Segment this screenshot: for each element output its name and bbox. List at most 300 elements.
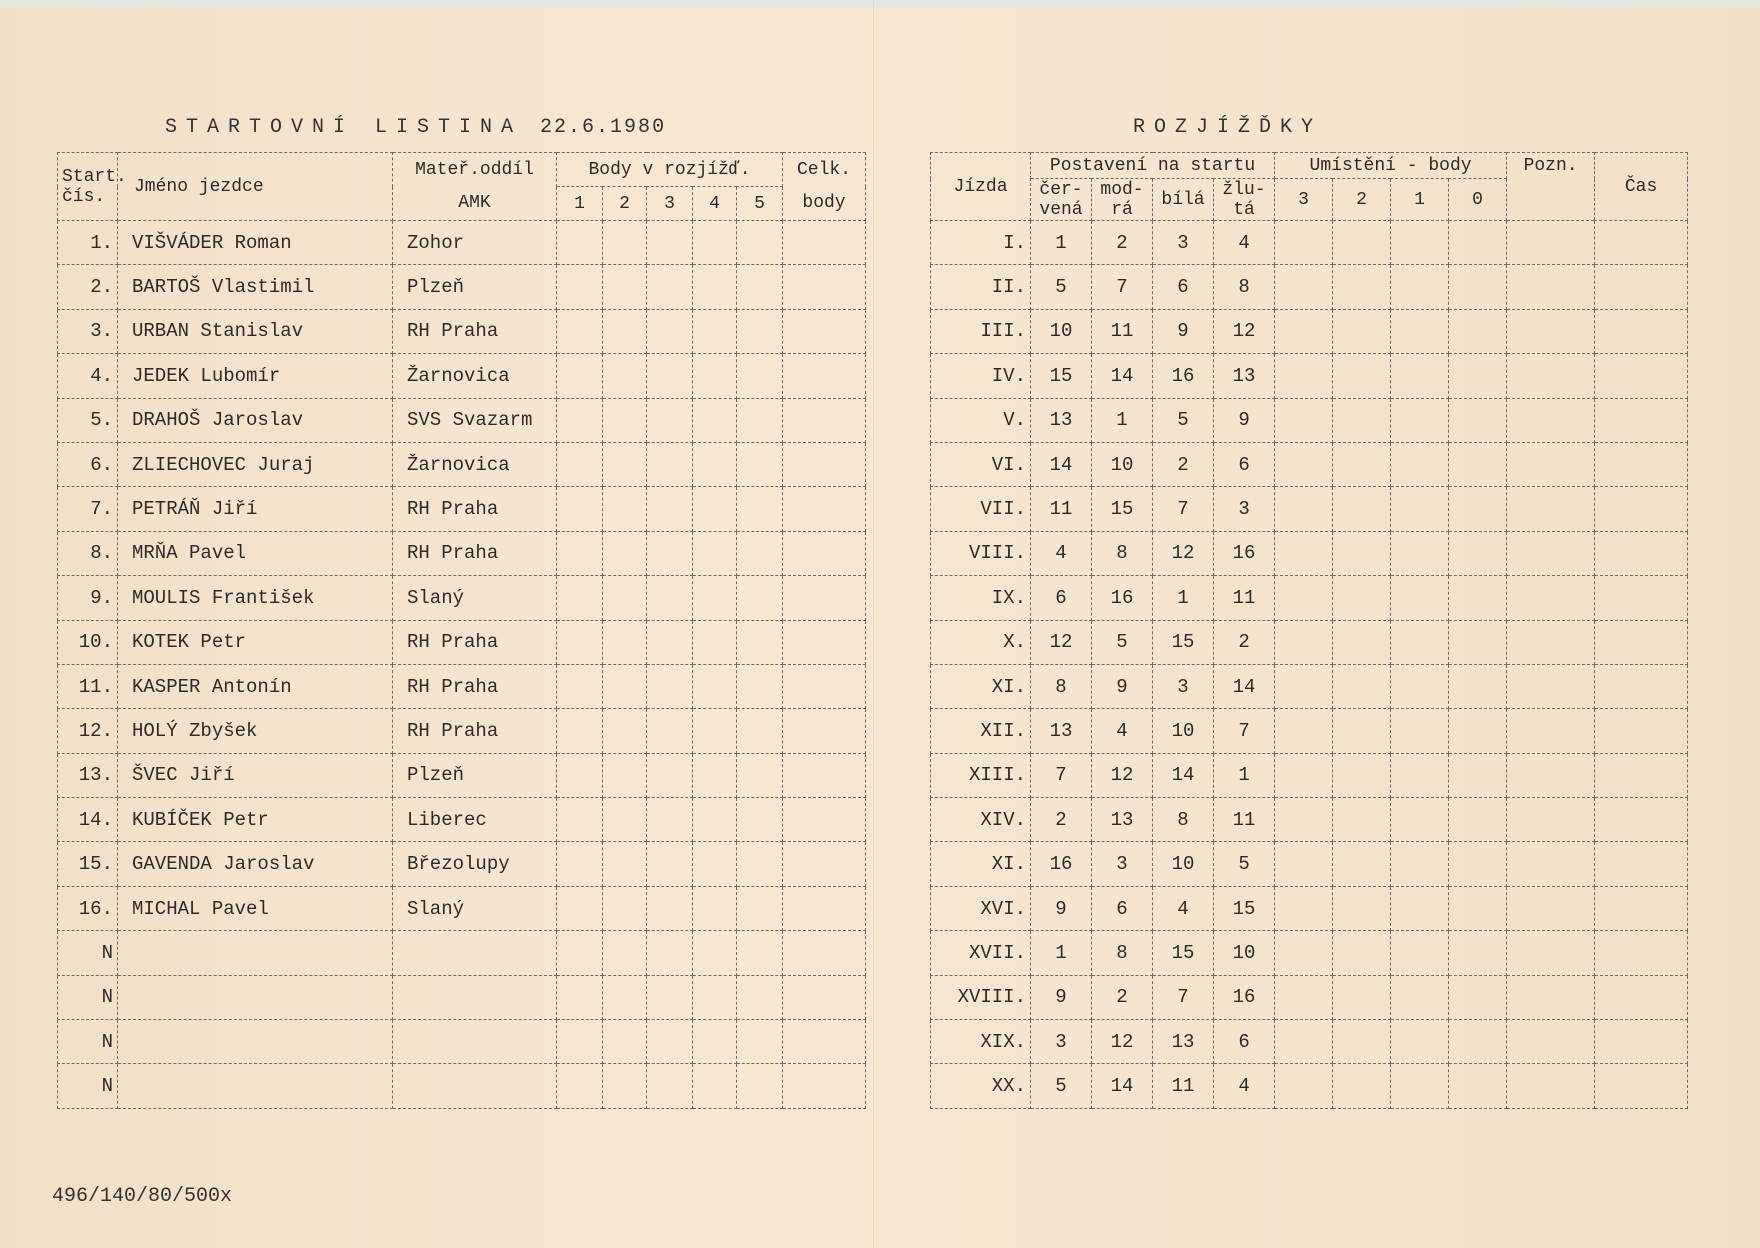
total-points-cell: [783, 842, 866, 886]
header-heat-4: 4: [693, 187, 737, 221]
total-points-cell: [783, 265, 866, 309]
start-white: 4: [1153, 886, 1214, 930]
place-2-cell: [1333, 886, 1391, 930]
heat-points-cell-1: [557, 354, 603, 398]
start-blue: 11: [1092, 309, 1153, 353]
place-1-cell: [1391, 931, 1449, 975]
heat-points-cell-5: [737, 1064, 783, 1108]
place-1-cell: [1391, 309, 1449, 353]
start-yellow: 13: [1214, 354, 1275, 398]
rider-club: RH Praha: [393, 664, 557, 708]
heat-points-cell-4: [693, 709, 737, 753]
heat-row: [931, 620, 1688, 664]
time-cell: [1595, 1020, 1688, 1064]
place-3-cell: [1275, 709, 1333, 753]
start-blue: 2: [1092, 221, 1153, 265]
place-1-cell: [1391, 664, 1449, 708]
rider-name: GAVENDA Jaroslav: [118, 842, 393, 886]
place-0-cell: [1449, 931, 1507, 975]
start-yellow: 11: [1214, 798, 1275, 842]
heat-points-cell-5: [737, 398, 783, 442]
heat-points-cell-1: [557, 975, 603, 1019]
heat-points-cell-5: [737, 975, 783, 1019]
place-3-cell: [1275, 886, 1333, 930]
time-cell: [1595, 265, 1688, 309]
place-3-cell: [1275, 798, 1333, 842]
print-code: 496/140/80/500x: [52, 1185, 233, 1208]
place-2-cell: [1333, 265, 1391, 309]
rider-name: VIŠVÁDER Roman: [118, 221, 393, 265]
rider-row: [58, 1064, 866, 1108]
rider-club: RH Praha: [393, 309, 557, 353]
place-0-cell: [1449, 354, 1507, 398]
heat-points-cell-3: [647, 620, 693, 664]
place-3-cell: [1275, 442, 1333, 486]
place-2-cell: [1333, 1064, 1391, 1108]
heat-number: XVIII.: [931, 975, 1031, 1019]
place-0-cell: [1449, 265, 1507, 309]
header-place-1: 1: [1391, 179, 1449, 221]
heat-points-cell-1: [557, 798, 603, 842]
place-2-cell: [1333, 398, 1391, 442]
heat-points-cell-2: [603, 576, 647, 620]
header-total-line1: Celk.: [783, 153, 866, 187]
start-yellow: 6: [1214, 442, 1275, 486]
heat-points-cell-2: [603, 354, 647, 398]
rider-start-number: 9.: [58, 576, 118, 620]
rider-start-number: 7.: [58, 487, 118, 531]
start-yellow: 10: [1214, 931, 1275, 975]
place-0-cell: [1449, 798, 1507, 842]
rider-row: [58, 354, 866, 398]
header-blue-line2: rá: [1111, 199, 1133, 220]
heat-points-cell-2: [603, 265, 647, 309]
heat-points-cell-4: [693, 975, 737, 1019]
start-red: 15: [1031, 354, 1092, 398]
place-2-cell: [1333, 931, 1391, 975]
place-0-cell: [1449, 576, 1507, 620]
place-2-cell: [1333, 664, 1391, 708]
note-cell: [1507, 576, 1595, 620]
note-cell: [1507, 842, 1595, 886]
start-white: 3: [1153, 664, 1214, 708]
rider-row: [58, 798, 866, 842]
heat-row: [931, 931, 1688, 975]
heat-points-cell-1: [557, 221, 603, 265]
heat-number: II.: [931, 265, 1031, 309]
start-red: 5: [1031, 1064, 1092, 1108]
place-3-cell: [1275, 931, 1333, 975]
start-red: 9: [1031, 886, 1092, 930]
total-points-cell: [783, 576, 866, 620]
heat-points-cell-2: [603, 442, 647, 486]
heat-points-cell-3: [647, 354, 693, 398]
heat-row: [931, 442, 1688, 486]
rider-name: KASPER Antonín: [118, 664, 393, 708]
heat-points-cell-2: [603, 664, 647, 708]
heat-points-cell-4: [693, 309, 737, 353]
header-points: Body v rozjížď.: [557, 153, 783, 187]
start-yellow: 14: [1214, 664, 1275, 708]
place-2-cell: [1333, 309, 1391, 353]
heat-points-cell-1: [557, 1064, 603, 1108]
rider-row: [58, 576, 866, 620]
rider-club: SVS Svazarm: [393, 398, 557, 442]
start-white: 6: [1153, 265, 1214, 309]
total-points-cell: [783, 221, 866, 265]
header-yellow-line2: tá: [1233, 199, 1255, 220]
heat-points-cell-3: [647, 531, 693, 575]
heat-number: XIII.: [931, 753, 1031, 797]
total-points-cell: [783, 664, 866, 708]
page-fold: [873, 0, 874, 1248]
header-heat-1: 1: [557, 187, 603, 221]
rider-row: [58, 975, 866, 1019]
time-cell: [1595, 442, 1688, 486]
start-red: 13: [1031, 709, 1092, 753]
total-points-cell: [783, 1064, 866, 1108]
start-red: 12: [1031, 620, 1092, 664]
rider-club: RH Praha: [393, 487, 557, 531]
place-1-cell: [1391, 221, 1449, 265]
heat-points-cell-4: [693, 221, 737, 265]
start-red: 7: [1031, 753, 1092, 797]
heat-points-cell-5: [737, 1020, 783, 1064]
place-2-cell: [1333, 354, 1391, 398]
heat-row: [931, 842, 1688, 886]
rider-row: [58, 442, 866, 486]
header-blue-line1: mod-: [1100, 179, 1144, 200]
heat-number: VII.: [931, 487, 1031, 531]
place-2-cell: [1333, 709, 1391, 753]
start-red: 9: [1031, 975, 1092, 1019]
rider-row: [58, 664, 866, 708]
heat-points-cell-1: [557, 265, 603, 309]
start-red: 4: [1031, 531, 1092, 575]
time-cell: [1595, 931, 1688, 975]
start-blue: 14: [1092, 354, 1153, 398]
rider-start-number: 16.: [58, 886, 118, 930]
start-white: 16: [1153, 354, 1214, 398]
heat-points-cell-5: [737, 309, 783, 353]
heat-points-cell-2: [603, 975, 647, 1019]
heat-points-cell-5: [737, 487, 783, 531]
place-0-cell: [1449, 709, 1507, 753]
header-yellow-line1: žlu-: [1222, 179, 1266, 200]
rider-club: Žarnovica: [393, 442, 557, 486]
total-points-cell: [783, 620, 866, 664]
time-cell: [1595, 221, 1688, 265]
rider-name: ZLIECHOVEC Juraj: [118, 442, 393, 486]
heat-points-cell-3: [647, 753, 693, 797]
heat-points-cell-3: [647, 931, 693, 975]
rider-row: [58, 1020, 866, 1064]
rider-start-number: 6.: [58, 442, 118, 486]
heat-points-cell-2: [603, 1064, 647, 1108]
rider-name: URBAN Stanislav: [118, 309, 393, 353]
note-cell: [1507, 664, 1595, 708]
rider-row: [58, 398, 866, 442]
start-blue: 7: [1092, 265, 1153, 309]
rider-start-number: N: [58, 1064, 118, 1108]
time-cell: [1595, 576, 1688, 620]
place-2-cell: [1333, 442, 1391, 486]
place-0-cell: [1449, 975, 1507, 1019]
rider-start-number: N: [58, 975, 118, 1019]
note-cell: [1507, 531, 1595, 575]
note-cell: [1507, 886, 1595, 930]
start-red: 10: [1031, 309, 1092, 353]
place-1-cell: [1391, 620, 1449, 664]
rider-club: Slaný: [393, 886, 557, 930]
heat-number: XIX.: [931, 1020, 1031, 1064]
rider-start-number: 8.: [58, 531, 118, 575]
place-0-cell: [1449, 842, 1507, 886]
rider-club: Plzeň: [393, 753, 557, 797]
time-cell: [1595, 354, 1688, 398]
heat-number: I.: [931, 221, 1031, 265]
heat-points-cell-2: [603, 709, 647, 753]
rider-row: [58, 265, 866, 309]
start-blue: 12: [1092, 1020, 1153, 1064]
rider-name: HOLÝ Zbyšek: [118, 709, 393, 753]
rider-start-number: N: [58, 931, 118, 975]
start-yellow: 4: [1214, 221, 1275, 265]
place-3-cell: [1275, 221, 1333, 265]
heat-number: XII.: [931, 709, 1031, 753]
heat-points-cell-5: [737, 221, 783, 265]
place-0-cell: [1449, 664, 1507, 708]
place-0-cell: [1449, 487, 1507, 531]
heat-points-cell-1: [557, 576, 603, 620]
place-0-cell: [1449, 442, 1507, 486]
header-red: [1031, 179, 1092, 221]
start-white: 12: [1153, 531, 1214, 575]
rider-name: BARTOŠ Vlastimil: [118, 265, 393, 309]
start-yellow: 15: [1214, 886, 1275, 930]
rider-name: DRAHOŠ Jaroslav: [118, 398, 393, 442]
heat-points-cell-1: [557, 709, 603, 753]
total-points-cell: [783, 931, 866, 975]
heat-points-cell-4: [693, 576, 737, 620]
heat-points-cell-4: [693, 1020, 737, 1064]
total-points-cell: [783, 531, 866, 575]
start-white: 5: [1153, 398, 1214, 442]
start-yellow: 5: [1214, 842, 1275, 886]
heat-points-cell-4: [693, 398, 737, 442]
start-white: 3: [1153, 221, 1214, 265]
start-blue: 3: [1092, 842, 1153, 886]
time-cell: [1595, 664, 1688, 708]
rider-name: MICHAL Pavel: [118, 886, 393, 930]
rider-name: [118, 1020, 393, 1064]
place-3-cell: [1275, 975, 1333, 1019]
header-start-position: Postavení na startu: [1031, 153, 1275, 179]
heat-points-cell-4: [693, 354, 737, 398]
heat-points-cell-1: [557, 842, 603, 886]
time-cell: [1595, 798, 1688, 842]
start-red: 16: [1031, 842, 1092, 886]
time-cell: [1595, 1064, 1688, 1108]
heat-points-cell-5: [737, 709, 783, 753]
heat-row: [931, 531, 1688, 575]
heat-points-cell-1: [557, 531, 603, 575]
heat-points-cell-5: [737, 753, 783, 797]
heat-row: [931, 221, 1688, 265]
heat-points-cell-5: [737, 931, 783, 975]
note-cell: [1507, 309, 1595, 353]
rider-row: [58, 620, 866, 664]
start-blue: 13: [1092, 798, 1153, 842]
heat-points-cell-5: [737, 576, 783, 620]
heat-points-cell-4: [693, 487, 737, 531]
heat-row: [931, 354, 1688, 398]
place-0-cell: [1449, 886, 1507, 930]
heat-number: XVII.: [931, 931, 1031, 975]
start-yellow: 4: [1214, 1064, 1275, 1108]
header-club-line1: Mateř.oddíl: [393, 153, 557, 187]
start-white: 13: [1153, 1020, 1214, 1064]
start-yellow: 9: [1214, 398, 1275, 442]
rider-row: [58, 709, 866, 753]
place-1-cell: [1391, 487, 1449, 531]
rider-start-number: 2.: [58, 265, 118, 309]
place-1-cell: [1391, 753, 1449, 797]
start-blue: 5: [1092, 620, 1153, 664]
start-red: 13: [1031, 398, 1092, 442]
start-red: 1: [1031, 221, 1092, 265]
heat-row: [931, 753, 1688, 797]
rider-club: RH Praha: [393, 531, 557, 575]
note-cell: [1507, 798, 1595, 842]
place-2-cell: [1333, 221, 1391, 265]
start-red: 6: [1031, 576, 1092, 620]
start-red: 3: [1031, 1020, 1092, 1064]
header-start-line1: Start.: [62, 166, 127, 187]
heat-number: VIII.: [931, 531, 1031, 575]
place-3-cell: [1275, 753, 1333, 797]
note-cell: [1507, 442, 1595, 486]
heat-points-cell-3: [647, 576, 693, 620]
total-points-cell: [783, 709, 866, 753]
start-list-date: 22.6.1980: [540, 116, 667, 139]
time-cell: [1595, 309, 1688, 353]
heat-points-cell-4: [693, 842, 737, 886]
heat-points-cell-3: [647, 1064, 693, 1108]
heat-points-cell-3: [647, 442, 693, 486]
heat-number: XIV.: [931, 798, 1031, 842]
start-red: 8: [1031, 664, 1092, 708]
rider-club: Zohor: [393, 221, 557, 265]
rider-start-number: 5.: [58, 398, 118, 442]
heat-points-cell-2: [603, 753, 647, 797]
rider-club: [393, 931, 557, 975]
place-0-cell: [1449, 753, 1507, 797]
heat-points-cell-2: [603, 221, 647, 265]
heat-points-cell-2: [603, 886, 647, 930]
note-cell: [1507, 265, 1595, 309]
heat-points-cell-3: [647, 265, 693, 309]
start-yellow: 3: [1214, 487, 1275, 531]
heat-points-cell-3: [647, 798, 693, 842]
place-3-cell: [1275, 531, 1333, 575]
heat-points-cell-3: [647, 975, 693, 1019]
heat-row: [931, 664, 1688, 708]
total-points-cell: [783, 487, 866, 531]
place-0-cell: [1449, 1020, 1507, 1064]
place-2-cell: [1333, 487, 1391, 531]
start-red: 14: [1031, 442, 1092, 486]
start-blue: 8: [1092, 531, 1153, 575]
place-3-cell: [1275, 842, 1333, 886]
heat-number: XX.: [931, 1064, 1031, 1108]
place-1-cell: [1391, 398, 1449, 442]
rider-start-number: 1.: [58, 221, 118, 265]
heat-points-cell-3: [647, 221, 693, 265]
heat-points-cell-2: [603, 620, 647, 664]
place-0-cell: [1449, 620, 1507, 664]
heat-row: [931, 576, 1688, 620]
heat-row: [931, 309, 1688, 353]
heat-points-cell-5: [737, 842, 783, 886]
start-red: 2: [1031, 798, 1092, 842]
header-rider-name: Jméno jezdce: [118, 153, 393, 221]
start-blue: 8: [1092, 931, 1153, 975]
heat-number: V.: [931, 398, 1031, 442]
note-cell: [1507, 221, 1595, 265]
place-3-cell: [1275, 620, 1333, 664]
rider-row: [58, 931, 866, 975]
start-yellow: 7: [1214, 709, 1275, 753]
rider-club: RH Praha: [393, 620, 557, 664]
total-points-cell: [783, 886, 866, 930]
place-2-cell: [1333, 753, 1391, 797]
header-red-line2: vená: [1039, 199, 1083, 220]
rider-start-number: 14.: [58, 798, 118, 842]
note-cell: [1507, 398, 1595, 442]
total-points-cell: [783, 398, 866, 442]
start-yellow: 11: [1214, 576, 1275, 620]
rider-name: MRŇA Pavel: [118, 531, 393, 575]
header-note-blank: [1507, 179, 1595, 221]
heat-points-cell-4: [693, 931, 737, 975]
start-white: 11: [1153, 1064, 1214, 1108]
heat-points-cell-4: [693, 265, 737, 309]
heat-points-cell-3: [647, 664, 693, 708]
place-3-cell: [1275, 398, 1333, 442]
heat-row: [931, 798, 1688, 842]
start-blue: 4: [1092, 709, 1153, 753]
rider-start-number: 10.: [58, 620, 118, 664]
heat-points-cell-5: [737, 620, 783, 664]
start-blue: 2: [1092, 975, 1153, 1019]
heat-number: IV.: [931, 354, 1031, 398]
header-heat-3: 3: [647, 187, 693, 221]
start-blue: 12: [1092, 753, 1153, 797]
heat-points-cell-5: [737, 798, 783, 842]
rider-start-number: 4.: [58, 354, 118, 398]
place-3-cell: [1275, 354, 1333, 398]
rider-name: PETRÁŇ Jiří: [118, 487, 393, 531]
heat-points-cell-5: [737, 531, 783, 575]
place-2-cell: [1333, 975, 1391, 1019]
time-cell: [1595, 487, 1688, 531]
heat-points-cell-2: [603, 1020, 647, 1064]
place-2-cell: [1333, 531, 1391, 575]
heat-points-cell-1: [557, 931, 603, 975]
heat-row: [931, 886, 1688, 930]
heat-points-cell-4: [693, 886, 737, 930]
